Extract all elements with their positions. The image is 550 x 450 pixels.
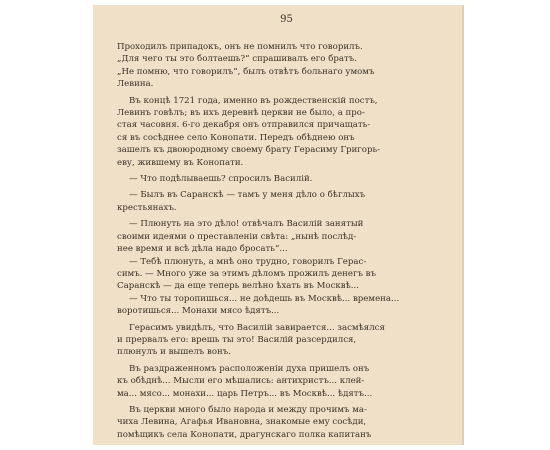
text-line: Саранскѣ — да еще теперь велѣно ѣхать въ Москвѣ... [117,281,360,292]
text-line: — Что подѣлываешь? спросилъ Василій. [129,174,313,185]
text-line: своими идеями о преставленіи свѣта: „нынѣ послѣд- [117,231,357,242]
paragraph [117,218,456,317]
text-line: — Былъ въ Саранскѣ — тамъ у меня дѣло о бѣглыхъ [129,190,366,201]
text-line: и прервалъ его: врешь ты это! Василій разсердился, [117,334,357,345]
paragraph [117,322,456,359]
text-line: Въ раздраженномъ расположеніи духа пришелъ онъ [129,363,370,374]
text-line: крестьянахъ. [117,202,177,213]
text-line: „Для чего ты это болтаешь?“ спрашивалъ его братъ. [117,54,357,65]
paragraph [117,173,456,185]
text-line: еву, жившему въ Конопати. [117,157,244,168]
book-page [93,5,462,445]
text-line: стая часовня. 6-го декабря онъ отправился причащать- [117,120,371,131]
page-body [117,41,456,441]
text-line: Левина. [117,79,154,90]
page-text-block [117,14,456,445]
text-line: Левинъ говѣлъ; въ ихъ деревнѣ церкви не было, а про- [117,108,365,119]
paragraph [117,404,456,441]
text-line: Въ концѣ 1721 года, именно въ рождественскій постъ, [129,95,378,106]
text-line: Въ церкви много было народа и между прочимъ ма- [129,404,367,415]
paragraph [117,95,456,169]
text-line: — Тебѣ плюнуть, а мнѣ оно трудно, говорилъ Герас- [129,256,367,267]
text-line: ся въ сосѣднее село Конопати. Передъ обѣднею онъ [117,132,355,143]
text-line: нее время и всѣ дѣла надо бросать“... [117,244,288,255]
paragraph [117,363,456,400]
text-line: плюнулъ и вышелъ вонъ. [117,347,231,358]
text-line: „Не помню, что говорилъ“, былъ отвѣтъ больнаго умомъ [117,66,375,77]
text-line: воротишься... Монахи мясо ѣдятъ... [117,306,280,317]
paragraph [117,41,456,91]
text-line: зашелъ къ двоюродному своему брату Герасиму Григорь- [117,145,381,156]
text-line: Проходилъ припадокъ, онъ не помнилъ что говорилъ. [117,42,363,52]
text-line: къ обѣднѣ... Мысли его мѣшались: антихристъ... клей- [117,376,365,387]
page-number: 95 [280,14,293,25]
text-line: — Плюнуть на это дѣло! отвѣчалъ Василій занятый [129,219,364,230]
text-line: помѣщикъ села Конопати, драгунскаго полка капитанъ [117,429,372,440]
text-line: чиха Левина, Агафья Ивановна, знакомые ему сосѣди, [117,417,367,428]
text-line: Герасимъ увидѣлъ, что Василій завирается... засмѣялся [129,322,385,333]
text-line: — Что ты торопишься... не доѣдешь въ Москвѣ... времена... [129,293,400,304]
text-line: симъ. — Много уже за этимъ дѣломъ прожилъ денегъ въ [117,268,376,279]
text-line: ма... мясо... монахи... царь Петръ... въ Москвѣ... ѣдятъ... [117,388,373,399]
paragraph [117,189,456,214]
